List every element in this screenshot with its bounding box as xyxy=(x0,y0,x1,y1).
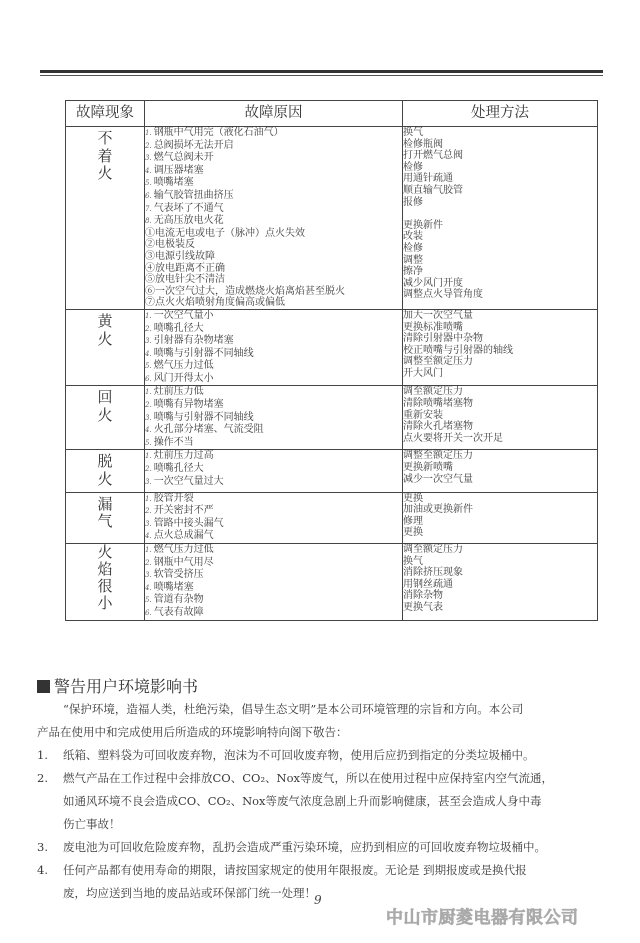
cause-item xyxy=(145,594,402,607)
environmental-notice xyxy=(37,675,617,905)
cause-item xyxy=(145,177,402,190)
solution-item: 改装 xyxy=(403,231,423,243)
solution-item: 更换气表 xyxy=(403,601,443,613)
symptom-char: 火 xyxy=(97,470,113,489)
solution-item: 点火要将开关一次开足 xyxy=(403,432,503,444)
notice-item-body xyxy=(63,836,546,859)
notice-item xyxy=(37,859,617,905)
cause-text: 无高压放电火花 xyxy=(153,215,224,227)
notice-item-number: 3. xyxy=(37,840,48,854)
symptom-char: 回 xyxy=(97,388,113,407)
cause-text: 引射器有杂物堵塞 xyxy=(153,335,234,347)
cause-number: 4. xyxy=(145,166,152,175)
symptom-char: 很 xyxy=(97,577,113,595)
cause-item xyxy=(145,263,402,275)
cause-number: 3. xyxy=(145,337,152,346)
symptom-cell xyxy=(66,309,145,386)
cause-item xyxy=(145,127,402,140)
cause-item xyxy=(145,297,402,309)
cause-number: 1. xyxy=(145,129,152,137)
cause-number: 2. xyxy=(145,141,152,150)
notice-item-line: 燃气产品在工作过程中会排放CO、CO₂、Nox等废气，所以在使用过程中应保持室内空气流通， xyxy=(63,771,554,785)
table-row xyxy=(66,386,598,450)
cause-text: 火孔部分堵塞、气流受阻 xyxy=(153,424,264,436)
cause-item xyxy=(145,310,402,323)
notice-title: 警告用户环境影响书 xyxy=(54,677,199,696)
cause-item xyxy=(145,569,402,582)
notice-list xyxy=(37,744,617,905)
cause-text: ⑤放电针尖不清洁 xyxy=(145,274,225,286)
solution-item: 用钢丝疏通 xyxy=(403,578,453,590)
cause-item xyxy=(145,190,402,203)
cause-number: 4. xyxy=(145,349,152,358)
cause-number: 4. xyxy=(145,583,152,592)
solution-cell xyxy=(403,309,598,386)
cause-item xyxy=(145,399,402,412)
solution-item: 开大风门 xyxy=(403,367,443,379)
company-name: 中山市厨菱电器有限公司 xyxy=(386,908,579,928)
notice-item-body xyxy=(63,859,527,905)
solution-item: 调整至额定压力 xyxy=(403,356,473,368)
table-row xyxy=(66,450,598,492)
solution-item: 更换新喷嘴 xyxy=(403,462,453,474)
solution-item: 消除挤压现象 xyxy=(403,567,463,579)
cause-number: 1. xyxy=(145,494,152,503)
cause-cell xyxy=(145,127,403,310)
cause-text: 喷嘴孔径大 xyxy=(153,322,204,334)
cause-text: 喷嘴堵塞 xyxy=(153,177,194,189)
symptom-char: 火 xyxy=(97,406,113,425)
cause-text: 点火总成漏气 xyxy=(153,530,214,542)
header-cause: 故障原因 xyxy=(145,101,403,127)
cause-item xyxy=(145,239,402,251)
symptom-cell xyxy=(66,386,145,450)
cause-text: 喷嘴堵塞 xyxy=(153,581,194,593)
cause-text: 燃气压力过低 xyxy=(153,360,214,372)
solution-item: 换气 xyxy=(403,555,423,567)
solution-item: 更换 xyxy=(403,492,423,504)
header-solution: 处理方法 xyxy=(403,101,598,127)
notice-item-line: 废电池为可回收危险废弃物，乱扔会造成严重污染环境，应扔到相应的可回收废弃物垃圾桶中。 xyxy=(63,840,546,854)
cause-item xyxy=(145,607,402,620)
notice-item-body xyxy=(63,744,535,767)
cause-item xyxy=(145,373,402,386)
solution-item: 报修 xyxy=(403,196,423,208)
cause-item xyxy=(145,274,402,286)
troubleshooting-table xyxy=(65,100,598,621)
solution-item: 调至额定压力 xyxy=(403,386,463,398)
notice-item-line: 任何产品都有使用寿命的期限，请按国家规定的使用年限报废。无论是 到期报废或是换代报 xyxy=(63,863,527,877)
solution-item: 加油或更换新件 xyxy=(403,504,473,516)
cause-item xyxy=(145,424,402,437)
cause-item xyxy=(145,286,402,298)
cause-text: 操作不当 xyxy=(153,436,194,448)
cause-text: 管道有杂物 xyxy=(153,594,204,606)
notice-heading xyxy=(37,675,617,698)
cause-item xyxy=(145,557,402,570)
solution-item: 检修瓶阀 xyxy=(403,138,443,150)
solution-item: 打开燃气总阀 xyxy=(403,150,463,162)
cause-number: 2. xyxy=(145,324,152,333)
cause-text: 管路中接头漏气 xyxy=(153,517,224,529)
cause-item xyxy=(145,348,402,361)
cause-number: 1. xyxy=(145,311,152,320)
cause-item xyxy=(145,530,402,543)
cause-text: 输气胶管扭曲挤压 xyxy=(153,189,234,201)
symptom-char: 气 xyxy=(97,512,113,531)
cause-number: 3. xyxy=(145,571,152,580)
solution-cell xyxy=(403,492,598,543)
notice-item-number: 1. xyxy=(37,748,48,762)
symptom-char: 黄 xyxy=(97,311,113,330)
cause-item xyxy=(145,505,402,518)
cause-text: 调压器堵塞 xyxy=(153,164,204,176)
table-row xyxy=(66,127,598,310)
cause-text: 开关密封不严 xyxy=(153,505,214,517)
header-rule-thin xyxy=(40,75,603,76)
solution-item: 用通针疏通 xyxy=(403,173,453,185)
cause-text: 一次空气量小 xyxy=(153,309,214,321)
cause-item xyxy=(145,165,402,178)
solution-item: 加大一次空气量 xyxy=(403,309,473,321)
symptom-char: 脱 xyxy=(97,452,113,471)
symptom-char: 漏 xyxy=(97,494,113,513)
cause-text: 燃气压力过低 xyxy=(153,544,214,555)
cause-item xyxy=(145,450,402,463)
cause-number: 5. xyxy=(145,438,152,447)
solution-item: 消除杂物 xyxy=(403,590,443,602)
cause-text: 燃气总阀未开 xyxy=(153,152,214,164)
symptom-cell xyxy=(66,544,145,621)
cause-number: 1. xyxy=(145,388,152,397)
cause-number: 3. xyxy=(145,519,152,528)
cause-number: 8. xyxy=(145,217,152,226)
notice-item-line: 废，均应送到当地的废品站或环保部门统一处理！ xyxy=(63,886,316,900)
cause-cell xyxy=(145,450,403,492)
table-row xyxy=(66,544,598,621)
notice-item-line: 伤亡事故！ xyxy=(63,817,121,831)
cause-item xyxy=(145,463,402,476)
table-row xyxy=(66,492,598,543)
cause-text: ⑦点火火焰喷射角度偏高或偏低 xyxy=(145,297,285,309)
notice-item-number: 4. xyxy=(37,863,48,877)
cause-item xyxy=(145,323,402,336)
cause-number: 5. xyxy=(145,179,152,188)
notice-item xyxy=(37,744,617,767)
solution-item: 清除火孔堵塞物 xyxy=(403,421,473,433)
cause-item xyxy=(145,360,402,373)
cause-text: 一次空气量过大 xyxy=(153,475,224,487)
cause-item xyxy=(145,335,402,348)
solution-cell xyxy=(403,450,598,492)
symptom-cell xyxy=(66,450,145,492)
cause-number: 6. xyxy=(145,374,152,383)
solution-item: 调整 xyxy=(403,254,423,266)
solution-item: 顺直输气胶管 xyxy=(403,184,463,196)
solution-item: 重新安装 xyxy=(403,409,443,421)
cause-cell xyxy=(145,544,403,621)
cause-text: 喷嘴与引射器不同轴线 xyxy=(153,411,254,423)
solution-cell xyxy=(403,386,598,450)
notice-item-body xyxy=(63,767,553,836)
cause-number: 1. xyxy=(145,546,152,554)
solution-item: 换气 xyxy=(403,127,423,138)
symptom-char: 火 xyxy=(97,543,113,561)
cause-text: ⑥一次空气过大，造成燃烧火焰离焰甚至脱火 xyxy=(145,285,345,297)
cause-item xyxy=(145,412,402,425)
cause-text: 气表有故障 xyxy=(153,606,204,618)
cause-item xyxy=(145,215,402,228)
solution-item: 减少风门开度 xyxy=(403,277,463,289)
cause-text: 钢瓶中气用尽 xyxy=(153,556,214,568)
cause-text: 总阀损坏无法开启 xyxy=(153,139,234,151)
solution-cell xyxy=(403,544,598,621)
cause-number: 6. xyxy=(145,608,152,617)
solution-item: 调整至额定压力 xyxy=(403,450,473,462)
cause-item xyxy=(145,228,402,240)
notice-item xyxy=(37,836,617,859)
cause-text: 喷嘴孔径大 xyxy=(153,463,204,475)
cause-text: 喷嘴有异物堵塞 xyxy=(153,399,224,411)
cause-text: 风门开得太小 xyxy=(153,372,214,384)
cause-number: 2. xyxy=(145,558,152,567)
solution-item: 检修 xyxy=(403,161,423,173)
solution-item xyxy=(403,208,597,220)
cause-text: 气表坏了不通气 xyxy=(153,202,224,214)
cause-number: 3. xyxy=(145,477,152,486)
cause-number: 5. xyxy=(145,362,152,371)
solution-item: 调整点火导管角度 xyxy=(403,289,483,301)
solution-item: 检修 xyxy=(403,242,423,254)
cause-number: 4. xyxy=(145,426,152,435)
cause-text: ②电极装反 xyxy=(145,239,195,251)
header-symptom: 故障现象 xyxy=(66,101,145,127)
cause-item xyxy=(145,203,402,216)
cause-item xyxy=(145,476,402,489)
cause-cell xyxy=(145,386,403,450)
solution-item: 减少一次空气量 xyxy=(403,473,473,485)
cause-item xyxy=(145,251,402,263)
solution-item: 更换新件 xyxy=(403,219,443,231)
symptom-char: 不 xyxy=(97,129,113,147)
symptom-char: 火 xyxy=(97,329,113,348)
solution-item: 更换标准喷嘴 xyxy=(403,321,463,333)
symptom-char: 小 xyxy=(97,594,113,612)
cause-number: 2. xyxy=(145,401,152,410)
cause-number: 4. xyxy=(145,532,152,541)
symptom-cell xyxy=(66,492,145,543)
notice-intro-line2: 产品在使用中和完成使用后所造成的环境影响特向阁下敬告： xyxy=(37,725,348,739)
cause-number: 2. xyxy=(145,507,152,516)
cause-text: ①电流无电或电子（脉冲）点火失效 xyxy=(145,227,305,239)
cause-text: 软管受挤压 xyxy=(153,569,204,581)
cause-number: 3. xyxy=(145,154,152,163)
cause-cell xyxy=(145,309,403,386)
cause-number: 2. xyxy=(145,465,152,474)
square-bullet-icon xyxy=(37,680,50,693)
cause-text: 灶前压力低 xyxy=(153,386,204,398)
cause-cell xyxy=(145,492,403,543)
cause-item xyxy=(145,493,402,506)
cause-text: ③电源引线故障 xyxy=(145,250,215,262)
solution-item: 修理 xyxy=(403,515,423,527)
symptom-char: 焰 xyxy=(97,560,113,578)
solution-cell xyxy=(403,127,598,310)
cause-item xyxy=(145,152,402,165)
solution-item: 清除喷嘴堵塞物 xyxy=(403,398,473,410)
cause-number: 3. xyxy=(145,413,152,422)
solution-item: 擦净 xyxy=(403,266,423,278)
cause-item xyxy=(145,582,402,595)
table-row xyxy=(66,309,598,386)
table-header-row xyxy=(66,101,598,127)
solution-item: 调至额定压力 xyxy=(403,544,463,555)
symptom-char: 着 xyxy=(97,146,113,165)
cause-item xyxy=(145,386,402,399)
notice-intro-line1: “保护环境，造福人类，杜绝污染，倡导生态文明”是本公司环境管理的宗旨和方向。本公司 xyxy=(63,702,524,716)
notice-item-number: 2. xyxy=(37,771,48,785)
solution-item: 更换 xyxy=(403,527,423,539)
cause-number: 5. xyxy=(145,596,152,605)
notice-item xyxy=(37,767,617,836)
symptom-char: 火 xyxy=(97,164,113,183)
cause-item xyxy=(145,437,402,450)
cause-number: 1. xyxy=(145,452,152,461)
cause-text: 灶前压力过高 xyxy=(153,450,214,462)
cause-item xyxy=(145,518,402,531)
solution-item: 校正喷嘴与引射器的轴线 xyxy=(403,344,513,356)
header-rule-thick xyxy=(40,70,603,73)
cause-item xyxy=(145,544,402,557)
cause-text: ④放电距离不正确 xyxy=(145,262,225,274)
notice-item-line: 如通风环境不良会造成CO、CO₂、Nox等废气浓度急剧上升而影响健康，甚至会造成人身中毒 xyxy=(63,794,542,808)
cause-item xyxy=(145,140,402,153)
cause-text: 喷嘴与引射器不同轴线 xyxy=(153,347,254,359)
solution-item: 清除引射器中杂物 xyxy=(403,333,483,345)
cause-text: 钢瓶中气用完（液化石油气） xyxy=(153,127,284,138)
cause-text: 胶管开裂 xyxy=(153,492,194,504)
symptom-cell xyxy=(66,127,145,310)
page-number: 9 xyxy=(314,893,322,907)
cause-number: 6. xyxy=(145,191,152,200)
notice-item-line: 纸箱、塑料袋为可回收废弃物，泡沫为不可回收废弃物，使用后应扔到指定的分类垃圾桶中。 xyxy=(63,748,535,762)
cause-number: 7. xyxy=(145,204,152,213)
